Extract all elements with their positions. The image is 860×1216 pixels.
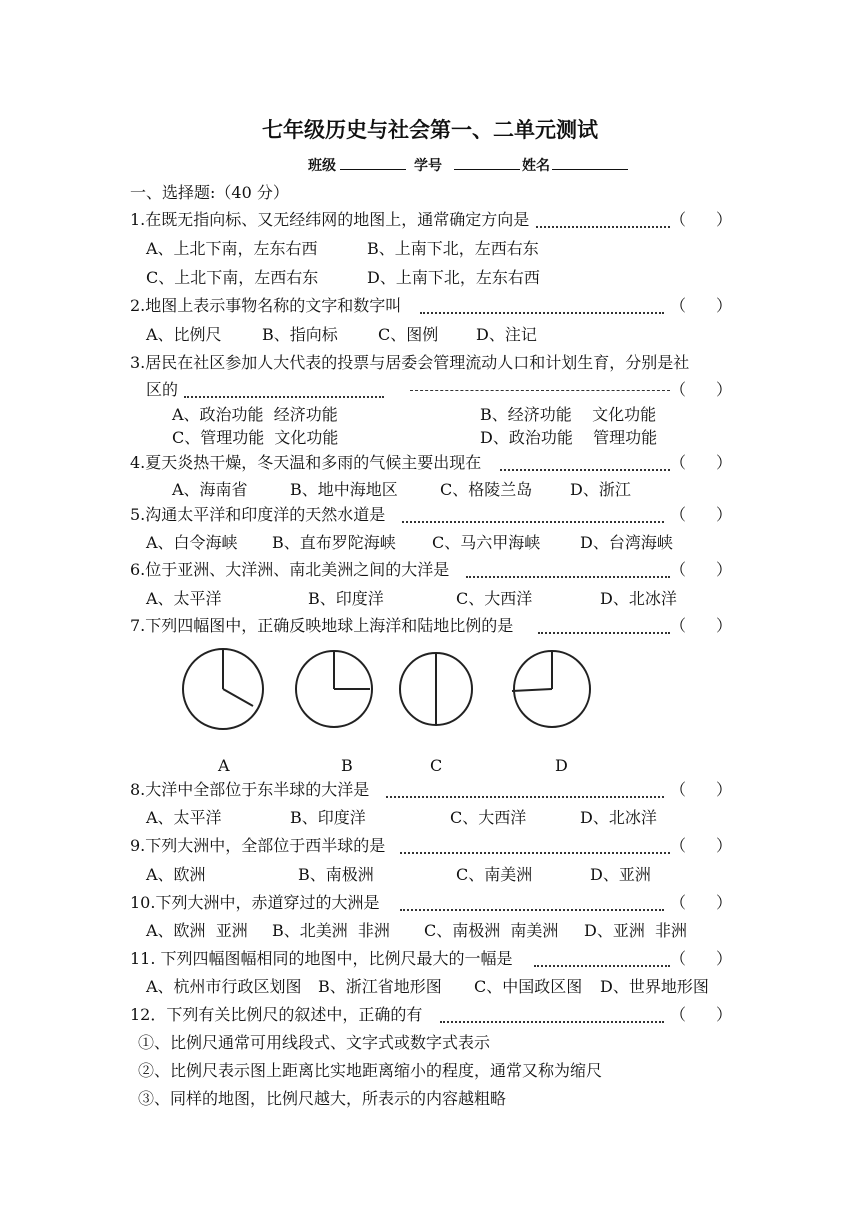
answer-close-paren: ）: [716, 505, 733, 524]
q4-option-b[interactable]: B、地中海地区: [290, 480, 398, 499]
question-1-stem: 1.在既无指向标、又无经纬网的地图上，通常确定方向是: [130, 210, 530, 229]
q10-option-b[interactable]: B、北美洲 非洲: [272, 921, 390, 940]
q6-option-c[interactable]: C、大西洋: [456, 589, 533, 608]
q7-label-a: A: [218, 756, 230, 775]
q1-option-b[interactable]: B、上南下北，左西右东: [367, 239, 539, 258]
q2-option-b[interactable]: B、指向标: [262, 325, 338, 344]
question-11-stem: 11. 下列四幅图幅相同的地图中，比例尺最大的一幅是: [130, 949, 513, 968]
q4-option-a[interactable]: A、海南省: [172, 480, 248, 499]
q6-option-b[interactable]: B、印度洋: [308, 589, 384, 608]
answer-close-paren: ）: [716, 780, 733, 799]
q11-option-d[interactable]: D、世界地形图: [600, 977, 709, 996]
q7-label-d: D: [555, 756, 568, 775]
leader-dots: [400, 852, 670, 854]
answer-open-paren: （: [670, 210, 687, 229]
answer-open-paren: （: [670, 616, 687, 635]
q1-option-c[interactable]: C、上北下南，左西右东: [146, 268, 319, 287]
answer-open-paren: （: [670, 949, 687, 968]
question-9-stem: 9.下列大洲中，全部位于西半球的是: [130, 836, 386, 855]
question-12-stem: 12．下列有关比例尺的叙述中，正确的有: [130, 1005, 423, 1024]
leader-dots: [534, 965, 670, 967]
q2-option-d[interactable]: D、注记: [476, 325, 537, 344]
answer-close-paren: ）: [716, 1005, 733, 1024]
answer-open-paren: （: [670, 893, 687, 912]
answer-open-paren: （: [670, 505, 687, 524]
answer-close-paren: ）: [716, 616, 733, 635]
answer-open-paren: （: [670, 780, 687, 799]
answer-close-paren: ）: [716, 836, 733, 855]
question-8-stem: 8.大洋中全部位于东半球的大洋是: [130, 780, 370, 799]
circle-diagram-d[interactable]: [512, 651, 590, 727]
q7-label-c: C: [430, 756, 443, 775]
circle-diagram-a[interactable]: [183, 649, 263, 729]
q3-option-d[interactable]: D、政治功能 管理功能: [480, 428, 658, 447]
q10-option-c[interactable]: C、南极洲 南美洲: [424, 921, 559, 940]
question-4-stem: 4.夏天炎热干燥，冬天温和多雨的气候主要出现在: [130, 453, 482, 472]
q3-option-a[interactable]: A、政治功能 经济功能: [172, 405, 338, 424]
q11-option-a[interactable]: A、杭州市行政区划图: [146, 977, 302, 996]
q1-option-d[interactable]: D、上南下北，左东右西: [367, 268, 540, 287]
question-6-stem: 6.位于亚洲、大洋洲、南北美洲之间的大洋是: [130, 560, 450, 579]
q9-option-c[interactable]: C、南美洲: [456, 865, 533, 884]
answer-close-paren: ）: [716, 210, 733, 229]
q4-option-c[interactable]: C、格陵兰岛: [440, 480, 533, 499]
student-id-label: 学号: [414, 158, 442, 174]
answer-open-paren: （: [670, 453, 687, 472]
question-5-stem: 5.沟通太平洋和印度洋的天然水道是: [130, 505, 386, 524]
answer-close-paren: ）: [716, 453, 733, 472]
section-heading: 一、选择题:（40 分）: [130, 183, 289, 202]
q2-option-c[interactable]: C、图例: [378, 325, 439, 344]
answer-close-paren: ）: [716, 560, 733, 579]
question-10-stem: 10.下列大洲中，赤道穿过的大洲是: [130, 893, 380, 912]
q6-option-a[interactable]: A、太平洋: [146, 589, 222, 608]
q11-option-c[interactable]: C、中国政区图: [474, 977, 583, 996]
q5-option-d[interactable]: D、台湾海峡: [580, 533, 673, 552]
answer-open-paren: （: [670, 380, 687, 399]
q3-option-b[interactable]: B、经济功能 文化功能: [480, 405, 657, 424]
circle-diagram-c[interactable]: [400, 653, 472, 725]
answer-open-paren: （: [670, 296, 687, 315]
name-label: 姓名: [522, 158, 550, 174]
q11-option-b[interactable]: B、浙江省地形图: [318, 977, 442, 996]
q2-option-a[interactable]: A、比例尺: [146, 325, 222, 344]
q9-option-d[interactable]: D、亚洲: [590, 865, 651, 884]
q9-option-a[interactable]: A、欧洲: [146, 865, 206, 884]
answer-close-paren: ）: [716, 380, 733, 399]
question-7-stem: 7.下列四幅图中，正确反映地球上海洋和陆地比例的是: [130, 616, 514, 635]
question-2-stem: 2.地图上表示事物名称的文字和数字叫: [130, 296, 402, 315]
question-3-stem-cont: 区的: [146, 380, 179, 399]
answer-close-paren: ）: [716, 893, 733, 912]
q5-option-a[interactable]: A、白令海峡: [146, 533, 238, 552]
q12-statement-3: ③、同样的地图，比例尺越大，所表示的内容越粗略: [138, 1089, 507, 1108]
answer-open-paren: （: [670, 560, 687, 579]
q4-option-d[interactable]: D、浙江: [570, 480, 631, 499]
answer-open-paren: （: [670, 1005, 687, 1024]
q12-statement-1: ①、比例尺通常可用线段式、文字式或数字式表示: [138, 1033, 491, 1052]
q8-option-b[interactable]: B、印度洋: [290, 808, 366, 827]
q8-option-d[interactable]: D、北冰洋: [580, 808, 657, 827]
leader-dots: [400, 909, 664, 911]
q1-option-a[interactable]: A、上北下南，左东右西: [146, 239, 318, 258]
q3-option-c[interactable]: C、管理功能 文化功能: [172, 428, 339, 447]
class-label: 班级: [308, 158, 336, 174]
leader-dots: [386, 796, 664, 798]
q8-option-a[interactable]: A、太平洋: [146, 808, 222, 827]
q7-label-b: B: [341, 756, 353, 775]
q10-option-a[interactable]: A、欧洲 亚洲: [146, 921, 248, 940]
q12-statement-2: ②、比例尺表示图上距离比实地距离缩小的程度，通常又称为缩尺: [138, 1061, 603, 1080]
q9-option-b[interactable]: B、南极洲: [298, 865, 374, 884]
answer-close-paren: ）: [716, 296, 733, 315]
answer-close-paren: ）: [716, 949, 733, 968]
page-title: 七年级历史与社会第一、二单元测试: [262, 117, 598, 142]
circle-diagram-b[interactable]: [296, 651, 372, 727]
leader-dots: [440, 1021, 664, 1023]
answer-open-paren: （: [670, 836, 687, 855]
question-3-stem: 3.居民在社区参加人大代表的投票与居委会管理流动人口和计划生育，分别是社: [130, 353, 690, 372]
q5-option-b[interactable]: B、直布罗陀海峡: [272, 533, 396, 552]
q5-option-c[interactable]: C、马六甲海峡: [432, 533, 541, 552]
q8-option-c[interactable]: C、大西洋: [450, 808, 527, 827]
q10-option-d[interactable]: D、亚洲 非洲: [584, 921, 688, 940]
q6-option-d[interactable]: D、北冰洋: [600, 589, 677, 608]
